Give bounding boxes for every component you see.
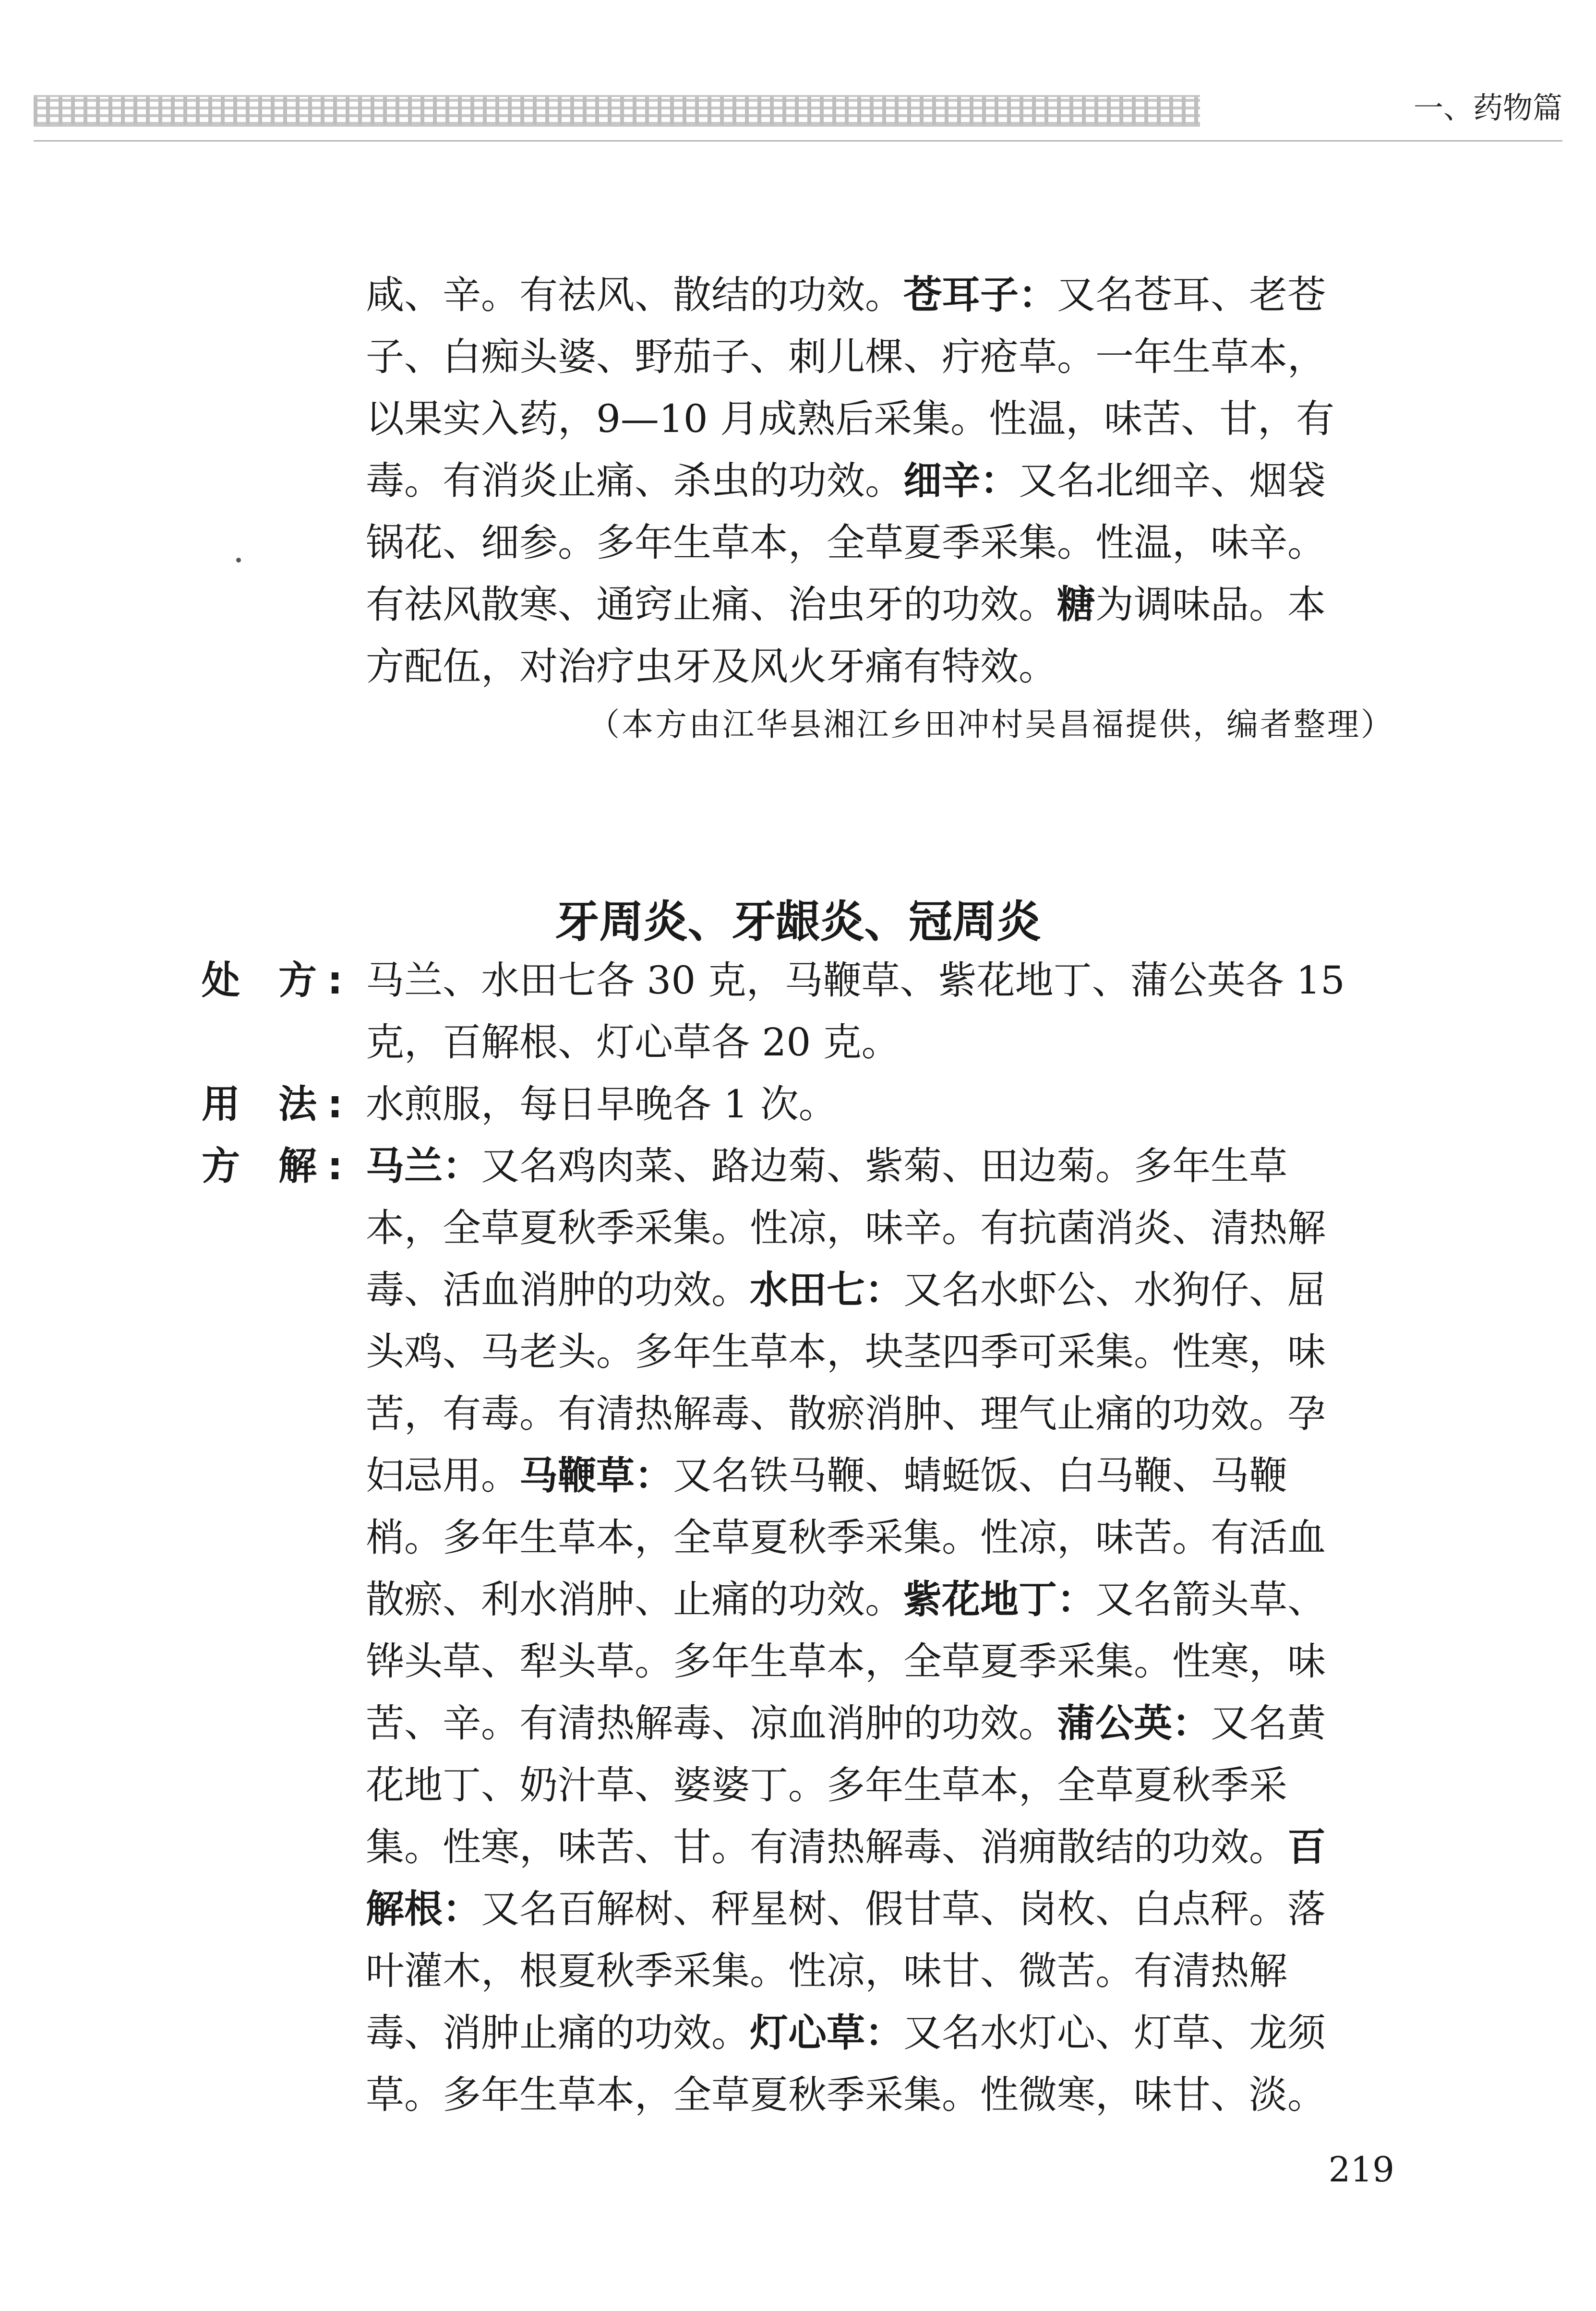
section-heading: 牙周炎、牙龈炎、冠周炎 (555, 896, 1041, 947)
herb-name: 糖 (1057, 582, 1095, 627)
speck-mark (236, 558, 241, 563)
entry-prescription (202, 949, 1393, 1073)
text-run: 又名黄 (1211, 1701, 1326, 1746)
text-run: 又名铁马鞭、蜻蜓饭、白马鞭、马鞭 (673, 1453, 1287, 1498)
text-run: 铧头草、犁头草。多年生草本，全草夏季采集。性寒，味 (366, 1639, 1326, 1684)
entry-text (366, 1073, 1393, 1135)
label-colon: : (327, 1144, 343, 1188)
text-run: 又名水灯心、灯草、龙须 (903, 2011, 1326, 2055)
label-colon: : (327, 1082, 343, 1126)
herb-name: 苍耳子： (903, 273, 1057, 317)
text-run: 苦、辛。有清热解毒、凉血消肿的功效。 (366, 1701, 1057, 1746)
herb-name: 蒲公英： (1057, 1701, 1211, 1746)
text-line (366, 1878, 1393, 1940)
text-line (366, 388, 1393, 450)
text-run: 有祛风散寒、通窍止痛、治虫牙的功效。 (366, 582, 1057, 627)
text-run: 锅花、细参。多年生草本，全草夏季采集。性温，味辛。 (366, 520, 1326, 565)
section-title: 一、药物篇 (1413, 90, 1562, 125)
label-char-1: 用 (202, 1082, 240, 1126)
text-line (366, 574, 1393, 635)
text-line (366, 1569, 1393, 1630)
text-run: 毒、消肿止痛的功效。 (366, 2011, 750, 2055)
header-ornament-band (34, 95, 1200, 127)
text-run: 克，百解根、灯心草各 20 克。 (366, 1020, 900, 1065)
entry-explanation (202, 1135, 1393, 2126)
text-run: 叶灌木，根夏秋季采集。性凉，味甘、微苦。有清热解 (366, 1949, 1287, 1993)
text-run: 又名北细辛、烟袋 (1019, 458, 1326, 503)
text-run: 又名箭头草、 (1095, 1577, 1326, 1622)
text-line (366, 1940, 1393, 2002)
label-char-1: 处 (202, 958, 240, 1003)
text-line (366, 635, 1393, 697)
herb-name: 灯心草： (750, 2011, 903, 2055)
herb-name: 紫花地丁： (903, 1577, 1095, 1622)
herb-name: 解根： (366, 1887, 481, 1931)
text-run: 又名水虾公、水狗仔、屈 (903, 1268, 1326, 1312)
running-header (34, 86, 1562, 144)
text-line (366, 1073, 1393, 1135)
text-run: 本，全草夏秋季采集。性凉，味辛。有抗菌消炎、清热解 (366, 1206, 1326, 1250)
text-line (366, 1259, 1393, 1321)
text-run: 又名百解树、秤星树、假甘草、岗枚、白点秤。落 (481, 1887, 1326, 1931)
text-line (366, 1383, 1393, 1445)
text-line (366, 1011, 1393, 1073)
label-char-1: 方 (202, 1144, 240, 1188)
page-number: 219 (1328, 2149, 1394, 2190)
text-run: 又名苍耳、老苍 (1057, 273, 1326, 317)
label-colon: : (327, 958, 343, 1003)
text-line (366, 512, 1393, 574)
entry-text (366, 1135, 1393, 2126)
text-run: 妇忌用。 (366, 1453, 519, 1498)
text-run: 毒、活血消肿的功效。 (366, 1268, 750, 1312)
text-run: 子、白痴头婆、野茄子、刺儿棵、疔疮草。一年生草本， (366, 335, 1326, 379)
text-run: 方配伍，对治疗虫牙及风火牙痛有特效。 (366, 644, 1057, 689)
text-line (366, 264, 1393, 326)
text-line (366, 1692, 1393, 1754)
text-run: 花地丁、奶汁草、婆婆丁。多年生草本，全草夏秋季采 (366, 1763, 1287, 1808)
text-run: 草。多年生草本，全草夏秋季采集。性微寒，味甘、淡。 (366, 2072, 1326, 2117)
herb-name: 百 (1287, 1825, 1326, 1869)
herb-name: 马鞭草： (519, 1453, 673, 1498)
text-line (366, 949, 1393, 1011)
text-run: 又名鸡肉菜、路边菊、紫菊、田边菊。多年生草 (481, 1144, 1287, 1188)
entry-usage (202, 1073, 1393, 1135)
source-note: （本方由江华县湘江乡田冲村吴昌福提供，编者整理） (588, 706, 1394, 743)
text-run: 以果实入药，9—10 月成熟后采集。性温，味苦、甘，有 (366, 396, 1335, 441)
continued-paragraph (366, 264, 1393, 697)
text-line (366, 450, 1393, 512)
text-run: 梢。多年生草本，全草夏秋季采集。性凉，味苦。有活血 (366, 1515, 1326, 1560)
label-char-2: 法 (278, 1082, 317, 1126)
text-line (366, 1321, 1393, 1383)
label-char-2: 方 (278, 958, 317, 1003)
text-run: 咸、辛。有祛风、散结的功效。 (366, 273, 903, 317)
herb-name: 水田七： (750, 1268, 903, 1312)
text-run: 水煎服，每日早晚各 1 次。 (366, 1082, 837, 1126)
text-line (366, 1507, 1393, 1569)
text-line (366, 1754, 1393, 1816)
text-run: 集。性寒，味苦、甘。有清热解毒、消痈散结的功效。 (366, 1825, 1287, 1869)
text-line (366, 326, 1393, 388)
text-line (366, 1445, 1393, 1507)
text-run: 马兰、水田七各 30 克，马鞭草、紫花地丁、蒲公英各 15 (366, 958, 1345, 1003)
entry-text (366, 949, 1393, 1073)
herb-name: 细辛： (903, 458, 1019, 503)
text-run: 为调味品。本 (1095, 582, 1326, 627)
text-run: 苦，有毒。有清热解毒、散瘀消肿、理气止痛的功效。孕 (366, 1391, 1326, 1436)
label-char-2: 解 (278, 1144, 317, 1188)
text-line (366, 1197, 1393, 1259)
text-run: 头鸡、马老头。多年生草本，块茎四季可采集。性寒，味 (366, 1329, 1326, 1374)
text-run: 毒。有消炎止痛、杀虫的功效。 (366, 458, 903, 503)
text-line (366, 2002, 1393, 2064)
text-line (366, 1135, 1393, 1197)
header-rule (34, 140, 1562, 142)
text-line (366, 2064, 1393, 2126)
text-run: 散瘀、利水消肿、止痛的功效。 (366, 1577, 903, 1622)
text-line (366, 1630, 1393, 1692)
herb-name: 马兰： (366, 1144, 481, 1188)
text-line (366, 1816, 1393, 1878)
